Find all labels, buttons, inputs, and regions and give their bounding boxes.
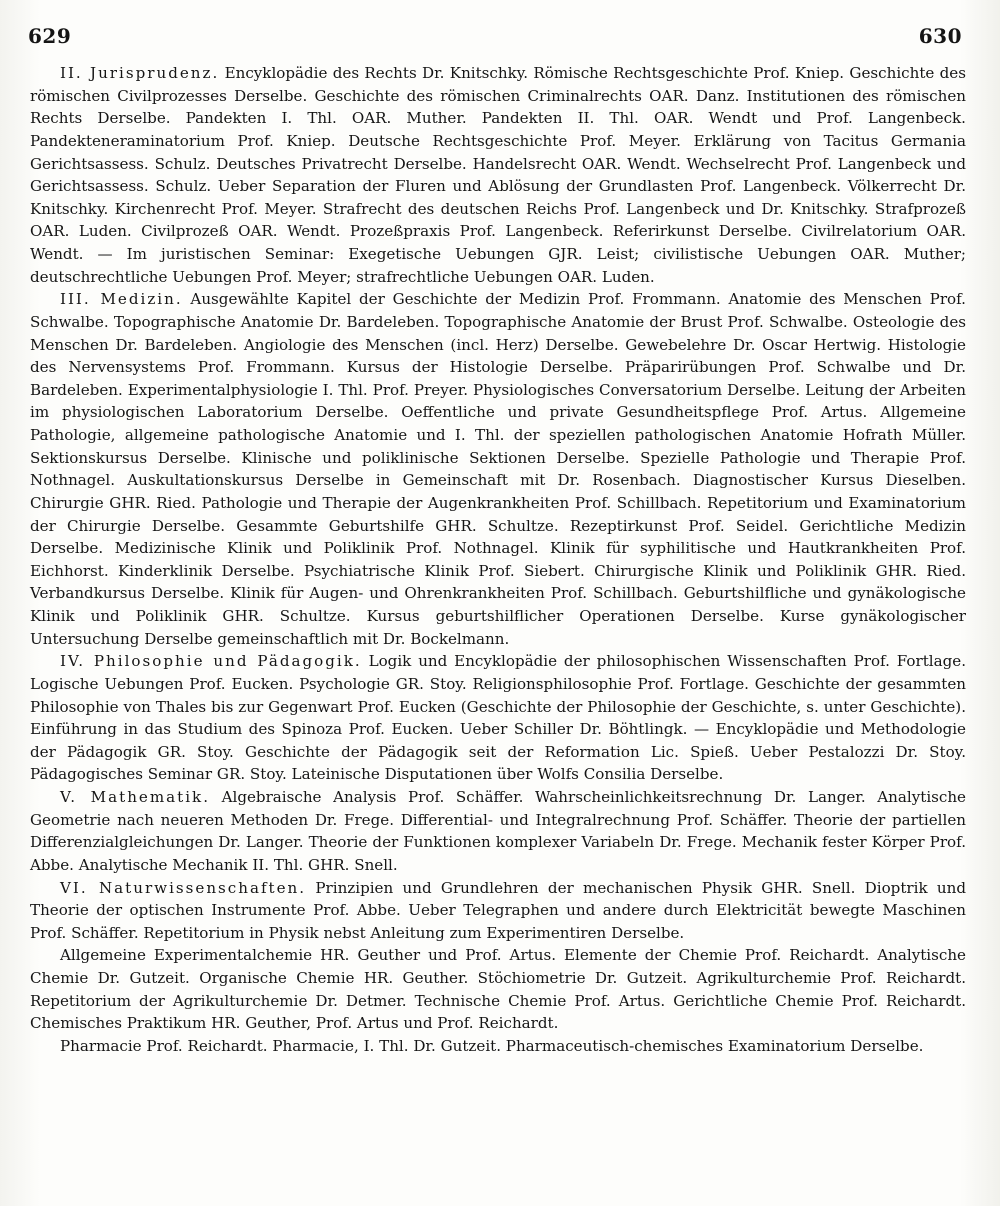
paragraph-body: Allgemeine Experimentalchemie HR. Geuther und Prof. Artus. Elemente der Chemie Prof. Reichardt. Analytische Chemie Dr. Gutzeit. Organische Chemie HR. Geuther. Stöchiometrie Dr. Gutzeit. Agrikulturchemie Prof. Reichardt. Repetitorium der Agrikulturchemie Dr. Detmer. Technische Chemie Prof. Artus. Gerichtliche Chemie Prof. Reichardt. Chemisches Praktikum HR. Geuther, Prof. Artus und Prof. Reichardt. — [30, 946, 966, 1033]
section-naturwissenschaften — [30, 877, 966, 945]
section-philosophie — [30, 650, 966, 786]
section-medizin — [30, 288, 966, 650]
section-body: Encyklopädie des Rechts Dr. Knitschky. Römische Rechtsgeschichte Prof. Kniep. Geschichte des römischen Civilprozesses Derselbe. Geschichte des römischen Criminalrechts OAR. Danz. Institutionen des römischen Rechts Derselbe. Pandekten I. Thl. OAR. Muther. Pandekten II. Thl. OAR. Wendt und Prof. Langenbeck. Pandekteneraminatorium Prof. Kniep. Deutsche Rechtsgeschichte Prof. Meyer. Erklärung von Tacitus Germania Gerichtsassess. Schulz. Deutsches Privatrecht Derselbe. Handelsrecht OAR. Wendt. Wechselrecht Prof. Langenbeck und Gerichtsassess. Schulz. Ueber Separation der Fluren und Ablösung der Grundlasten Prof. Langenbeck. Völkerrecht Dr. Knitschky. Kirchenrecht Prof. Meyer. Strafrecht des deutschen Reichs Prof. Langenbeck und Dr. Knitschky. Strafprozeß OAR. Luden. Civilprozeß OAR. Wendt. Prozeßpraxis Prof. Langenbeck. Referirkunst Derselbe. Civilrelatorium OAR. Wendt. — Im juristischen Seminar: Exegetische Uebungen GJR. Leist; civilistische Uebungen OAR. Muther; deutschrechtliche Uebungen Prof. Meyer; strafrechtliche Uebungen OAR. Luden. — [30, 64, 966, 286]
section-heading: II. Jurisprudenz. — [60, 64, 220, 82]
paragraph-chemie — [30, 944, 966, 1035]
section-heading: V. Mathematik. — [60, 788, 210, 806]
section-body: Ausgewählte Kapitel der Geschichte der Medizin Prof. Frommann. Anatomie des Menschen Prof. Schwalbe. Topographische Anatomie Dr. Bardeleben. Topographische Anatomie der Brust Prof. Schwalbe. Osteologie des Menschen Dr. Bardeleben. Angiologie des Menschen (incl. Herz) Derselbe. Gewebelehre Dr. Oscar Hertwig. Histologie des Nervensystems Prof. Frommann. Kursus der Histologie Derselbe. Präparirübungen Prof. Schwalbe und Dr. Bardeleben. Experimentalphysiologie I. Thl. Prof. Preyer. Physiologisches Conversatorium Derselbe. Leitung der Arbeiten im physiologischen Laboratorium Derselbe. Oeffentliche und private Gesundheitspflege Prof. Artus. Allgemeine Pathologie, allgemeine pathologische Anatomie und I. Thl. der speziellen pathologischen Anatomie Hofrath Müller. Sektionskursus Derselbe. Klinische und poliklinische Sektionen Derselbe. Spezielle Pathologie und Therapie Prof. Nothnagel. Auskultationskursus Derselbe in Gemeinschaft mit Dr. Rosenbach. Diagnostischer Kursus Dieselben. Chirurgie GHR. Ried. Pathologie und Therapie der Augenkrankheiten Prof. Schillbach. Repetitorium und Examinatorium der Chirurgie Derselbe. Gesammte Geburtshilfe GHR. Schultze. Rezeptirkunst Prof. Seidel. Gerichtliche Medizin Derselbe. Medizinische Klinik und Poliklinik Prof. Nothnagel. Klinik für syphilitische und Hautkrankheiten Prof. Eichhorst. Kinderklinik Derselbe. Psychiatrische Klinik Prof. Siebert. Chirurgische Klinik und Poliklinik GHR. Ried. Verbandkursus Derselbe. Klinik für Augen- und Ohrenkrankheiten Prof. Schillbach. Geburtshilfliche und gynäkologische Klinik und Poliklinik GHR. Schultze. Kursus geburtshilflicher Operationen Derselbe. Kurse gynäkologischer Untersuchung Derselbe gemeinschaftlich mit Dr. Bockelmann. — [30, 290, 966, 648]
section-heading: IV. Philosophie und Pädagogik. — [60, 652, 362, 671]
section-body: Logik und Encyklopädie der philosophischen Wissenschaften Prof. Fortlage. Logische Uebungen Prof. Eucken. Psychologie GR. Stoy. Religionsphilosophie Prof. Fortlage. Geschichte der gesammten Philosophie von Thales bis zur Gegenwart Prof. Eucken (Geschichte der Philosophie der Geschichte, s. unter Geschichte). Einführung in das Studium des Spinoza Prof. Eucken. Ueber Schiller Dr. Böhtlingk. — Encyklopädie und Methodologie der Pädagogik GR. Stoy. Geschichte der Pädagogik seit der Reformation Lic. Spieß. Ueber Pestalozzi Dr. Stoy. Pädagogisches Seminar GR. Stoy. Lateinische Disputationen über Wolfs Consilia Derselbe. — [30, 652, 966, 784]
section-heading: VI. Naturwissenschaften. — [60, 878, 307, 897]
section-body: Prinzipien und Grundlehren der mechanischen Physik GHR. Snell. Dioptrik und Theorie der optischen Instrumente Prof. Abbe. Ueber Telegraphen und andere durch Elektricität bewegte Maschinen Prof. Schäffer. Repetitorium in Physik nebst Anleitung zum Experimentiren Derselbe. — [30, 878, 966, 942]
right-page-number: 630 — [918, 24, 962, 48]
page-number-header — [28, 14, 966, 54]
lecture-list-text — [28, 54, 966, 1058]
section-jurisprudenz — [30, 62, 966, 288]
section-body: Algebraische Analysis Prof. Schäffer. Wahrscheinlichkeitsrechnung Dr. Langer. Analytische Geometrie nach neueren Methoden Dr. Frege. Differential- und Integralrechnung Prof. Schäffer. Theorie der partiellen Differenzialgleichungen Dr. Langer. Theorie der Funktionen komplexer Variabeln Dr. Frege. Mechanik fester Körper Prof. Abbe. Analytische Mechanik II. Thl. GHR. Snell. — [30, 788, 966, 874]
paragraph-pharmacie — [30, 1035, 966, 1058]
section-mathematik — [30, 786, 966, 877]
section-heading: III. Medizin. — [60, 290, 183, 309]
left-page-number: 629 — [28, 24, 72, 48]
paragraph-body: Pharmacie Prof. Reichardt. Pharmacie, I. Thl. Dr. Gutzeit. Pharmaceutisch-chemisches Examinatorium Derselbe. — [60, 1036, 924, 1055]
